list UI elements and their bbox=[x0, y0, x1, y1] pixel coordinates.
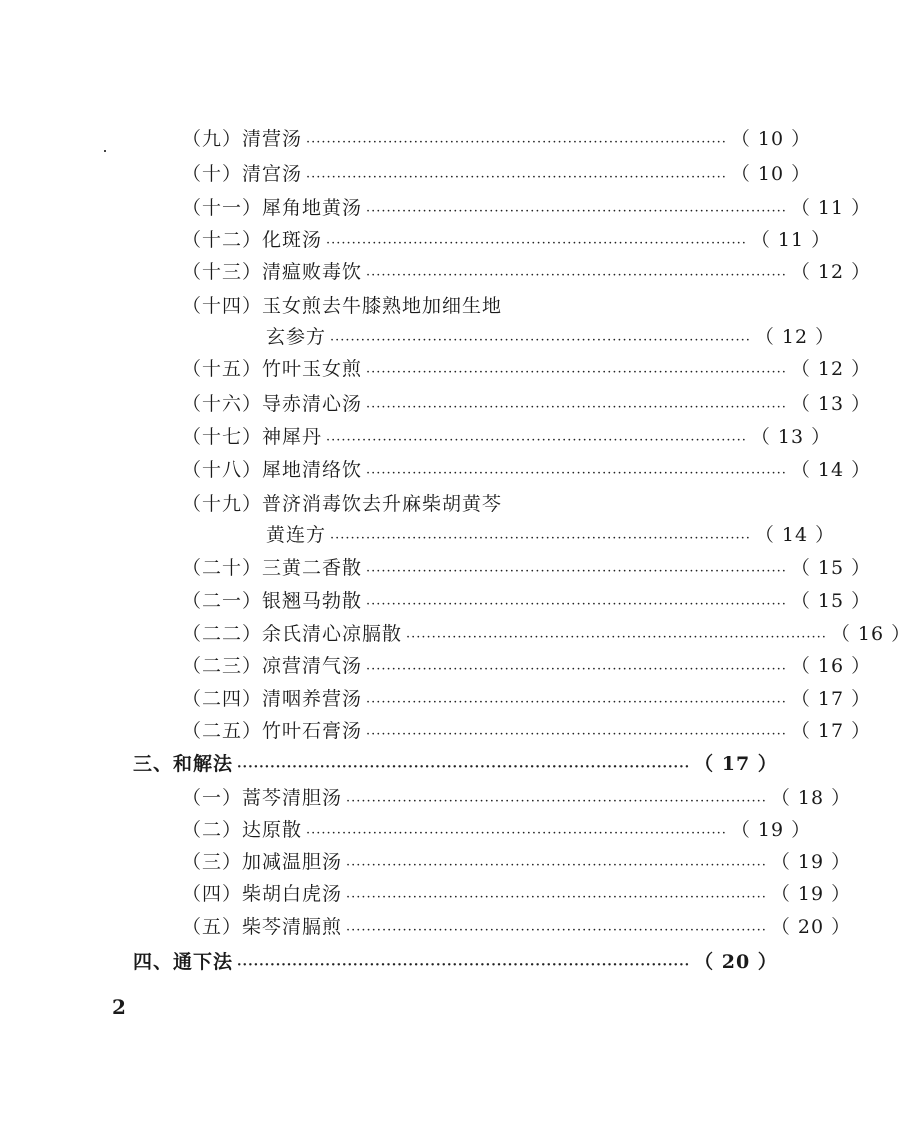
toc-entry bbox=[182, 226, 832, 254]
toc-entry-page: （ 16 ） bbox=[790, 655, 872, 677]
toc-entry-page: （ 15 ） bbox=[790, 590, 872, 612]
toc-entry-title: （九）清营汤 bbox=[182, 128, 303, 150]
page-number: 2 bbox=[112, 995, 126, 1019]
toc-entry-page: （ 17 ） bbox=[790, 720, 872, 742]
toc-entry-title: （十三）清瘟败毒饮 bbox=[182, 261, 363, 283]
leader-dots: ·················································································· bbox=[366, 695, 787, 710]
leader-dots: ·················································································· bbox=[406, 630, 827, 645]
toc-entry bbox=[182, 258, 872, 286]
leader-dots: ·················································································· bbox=[366, 727, 787, 742]
toc-entry-title: （十一）犀角地黄汤 bbox=[182, 197, 363, 219]
toc-entry-title: （十八）犀地清络饮 bbox=[182, 459, 363, 481]
toc-entry bbox=[182, 355, 872, 383]
toc-entry bbox=[182, 554, 872, 582]
toc-entry-page: （ 16 ） bbox=[830, 623, 911, 645]
toc-entry-page: （ 13 ） bbox=[750, 426, 832, 448]
toc-entry bbox=[182, 848, 852, 876]
toc-entry-title: （二十）三黄二香散 bbox=[182, 557, 363, 579]
toc-section-heading bbox=[133, 750, 778, 778]
toc-entry-page: （ 18 ） bbox=[770, 787, 852, 809]
leader-dots: ·················································································· bbox=[346, 794, 767, 809]
toc-entry-title: （十九）普济消毒饮去升麻柴胡黄芩 bbox=[182, 493, 503, 515]
toc-entry bbox=[182, 784, 852, 812]
leader-dots: ·················································································· bbox=[346, 923, 767, 938]
toc-entry bbox=[182, 423, 832, 451]
toc-entry-title: （十二）化斑汤 bbox=[182, 229, 323, 251]
toc-entry-page: （ 10 ） bbox=[730, 163, 812, 185]
toc-entry-page: （ 11 ） bbox=[750, 229, 832, 251]
toc-entry-title: （二三）凉营清气汤 bbox=[182, 655, 363, 677]
leader-dots: ·················································································· bbox=[306, 170, 727, 185]
toc-entry-title: （十）清宫汤 bbox=[182, 163, 303, 185]
toc-entry bbox=[266, 323, 836, 351]
leader-dots: ·················································································· bbox=[346, 858, 767, 873]
toc-entry-page: （ 19 ） bbox=[730, 819, 812, 841]
toc-section-heading bbox=[133, 948, 778, 976]
toc-entry-title: （三）加减温胆汤 bbox=[182, 851, 343, 873]
toc-entry bbox=[182, 880, 852, 908]
leader-dots: ·················································································· bbox=[366, 268, 787, 283]
toc-entry bbox=[182, 125, 812, 153]
leader-dots: ·················································································· bbox=[366, 564, 787, 579]
toc-entry-page: （ 14 ） bbox=[754, 524, 836, 546]
toc-entry bbox=[182, 652, 872, 680]
toc-entry bbox=[182, 620, 911, 648]
toc-entry-page: （ 12 ） bbox=[790, 358, 872, 380]
toc-section-title: 四、通下法 bbox=[133, 951, 234, 973]
leader-dots: ·················································································· bbox=[366, 662, 787, 677]
toc-entry-title: （一）蒿芩清胆汤 bbox=[182, 787, 343, 809]
leader-dots: ·················································································· bbox=[346, 890, 767, 905]
leader-dots: ·················································································· bbox=[330, 333, 751, 348]
toc-entry-title: （二五）竹叶石膏汤 bbox=[182, 720, 363, 742]
toc-entry-title: （二四）清咽养营汤 bbox=[182, 688, 363, 710]
leader-dots: ·················································································· bbox=[366, 466, 787, 481]
toc-entry-page: （ 19 ） bbox=[770, 883, 852, 905]
toc-entry-page: （ 20 ） bbox=[694, 951, 778, 973]
toc-entry-page: （ 17 ） bbox=[694, 753, 778, 775]
leader-dots: ·················································································· bbox=[326, 236, 747, 251]
toc-entry bbox=[182, 717, 872, 745]
leader-dots: ·················································································· bbox=[366, 597, 787, 612]
toc-entry-title: （十六）导赤清心汤 bbox=[182, 393, 363, 415]
toc-entry-title: （十五）竹叶玉女煎 bbox=[182, 358, 363, 380]
toc-entry-title: （十四）玉女煎去牛膝熟地加细生地 bbox=[182, 295, 503, 317]
leader-dots: ·················································································· bbox=[366, 204, 787, 219]
toc-entry-page: （ 20 ） bbox=[770, 916, 852, 938]
toc-entry-page: （ 10 ） bbox=[730, 128, 812, 150]
leader-dots: ·················································································· bbox=[330, 531, 751, 546]
toc-entry-title: （十七）神犀丹 bbox=[182, 426, 323, 448]
leader-dots: ·················································································· bbox=[237, 958, 691, 973]
toc-entry-page: （ 13 ） bbox=[790, 393, 872, 415]
toc-entry-continuation: 黄连方 bbox=[266, 524, 327, 546]
toc-entry bbox=[266, 521, 836, 549]
toc-entry-title: （二二）余氏清心凉膈散 bbox=[182, 623, 403, 645]
leader-dots: ·················································································· bbox=[237, 760, 691, 775]
leader-dots: ·················································································· bbox=[366, 400, 787, 415]
toc-entry bbox=[182, 160, 812, 188]
leader-dots: ·················································································· bbox=[306, 135, 727, 150]
toc-entry bbox=[182, 816, 812, 844]
toc-entry bbox=[182, 587, 872, 615]
toc-entry-page: （ 17 ） bbox=[790, 688, 872, 710]
toc-entry-page: （ 11 ） bbox=[790, 197, 872, 219]
toc-entry-continuation: 玄参方 bbox=[266, 326, 327, 348]
toc-entry-title: （二一）银翘马勃散 bbox=[182, 590, 363, 612]
toc-entry-page: （ 15 ） bbox=[790, 557, 872, 579]
toc-section-title: 三、和解法 bbox=[133, 753, 234, 775]
toc-entry-page: （ 12 ） bbox=[790, 261, 872, 283]
leader-dots: ·················································································· bbox=[366, 365, 787, 380]
leader-dots: ·················································································· bbox=[326, 433, 747, 448]
toc-entry-title: （五）柴芩清膈煎 bbox=[182, 916, 343, 938]
toc-entry bbox=[182, 685, 872, 713]
toc-entry-title: （二）达原散 bbox=[182, 819, 303, 841]
toc-entry bbox=[182, 456, 872, 484]
toc-entry bbox=[182, 390, 872, 418]
toc-entry-page: （ 12 ） bbox=[754, 326, 836, 348]
toc-entry bbox=[182, 194, 872, 222]
leader-dots: ·················································································· bbox=[306, 826, 727, 841]
toc-entry-page: （ 19 ） bbox=[770, 851, 852, 873]
toc-entry-page: （ 14 ） bbox=[790, 459, 872, 481]
ink-speck bbox=[104, 150, 106, 152]
toc-entry-title: （四）柴胡白虎汤 bbox=[182, 883, 343, 905]
toc-entry bbox=[182, 913, 852, 941]
